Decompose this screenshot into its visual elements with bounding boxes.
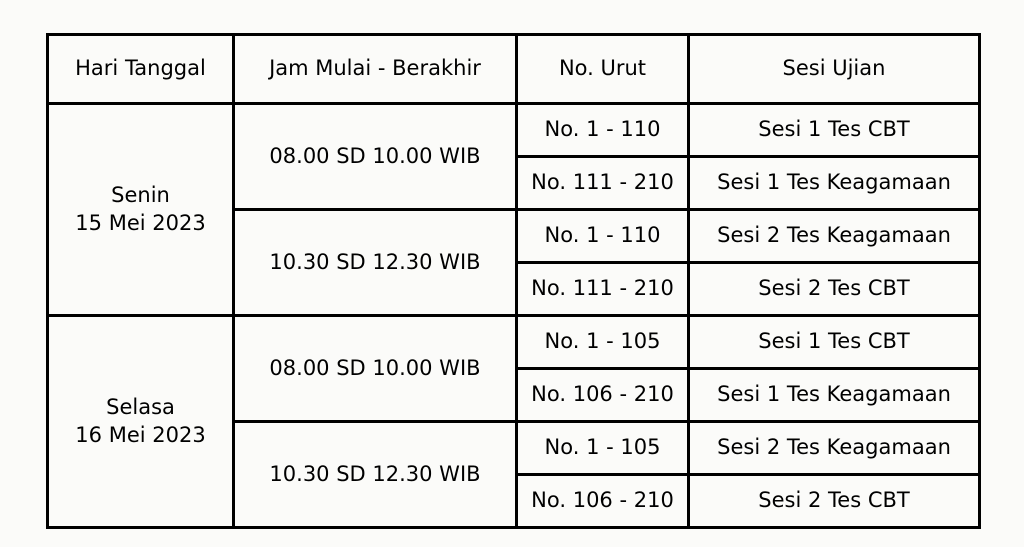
number-cell: No. 106 - 210 [517,475,689,528]
day-cell [48,104,234,316]
day-cell [48,316,234,528]
time-cell: 10.30 SD 12.30 WIB [234,210,517,316]
number-cell: No. 1 - 105 [517,422,689,475]
number-cell: No. 1 - 105 [517,316,689,369]
day-date: 16 Mei 2023 [75,422,206,447]
time-cell: 08.00 SD 10.00 WIB [234,316,517,422]
column-header-number: No. Urut [517,35,689,104]
number-cell: No. 1 - 110 [517,104,689,157]
session-cell: Sesi 2 Tes Keagamaan [689,422,980,475]
time-cell: 10.30 SD 12.30 WIB [234,422,517,528]
time-cell: 08.00 SD 10.00 WIB [234,104,517,210]
exam-schedule-table [46,33,981,529]
day-date: 15 Mei 2023 [75,210,206,235]
session-cell: Sesi 2 Tes CBT [689,475,980,528]
number-cell: No. 106 - 210 [517,369,689,422]
table-row [48,316,980,369]
number-cell: No. 111 - 210 [517,263,689,316]
session-cell: Sesi 2 Tes CBT [689,263,980,316]
session-cell: Sesi 1 Tes CBT [689,104,980,157]
column-header-time: Jam Mulai - Berakhir [234,35,517,104]
column-header-day: Hari Tanggal [48,35,234,104]
session-cell: Sesi 1 Tes Keagamaan [689,157,980,210]
column-header-session: Sesi Ujian [689,35,980,104]
number-cell: No. 1 - 110 [517,210,689,263]
day-name: Senin [111,182,170,207]
session-cell: Sesi 1 Tes Keagamaan [689,369,980,422]
day-name: Selasa [106,394,175,419]
session-cell: Sesi 2 Tes Keagamaan [689,210,980,263]
session-cell: Sesi 1 Tes CBT [689,316,980,369]
table-row [48,104,980,157]
number-cell: No. 111 - 210 [517,157,689,210]
table-header-row [48,35,980,104]
